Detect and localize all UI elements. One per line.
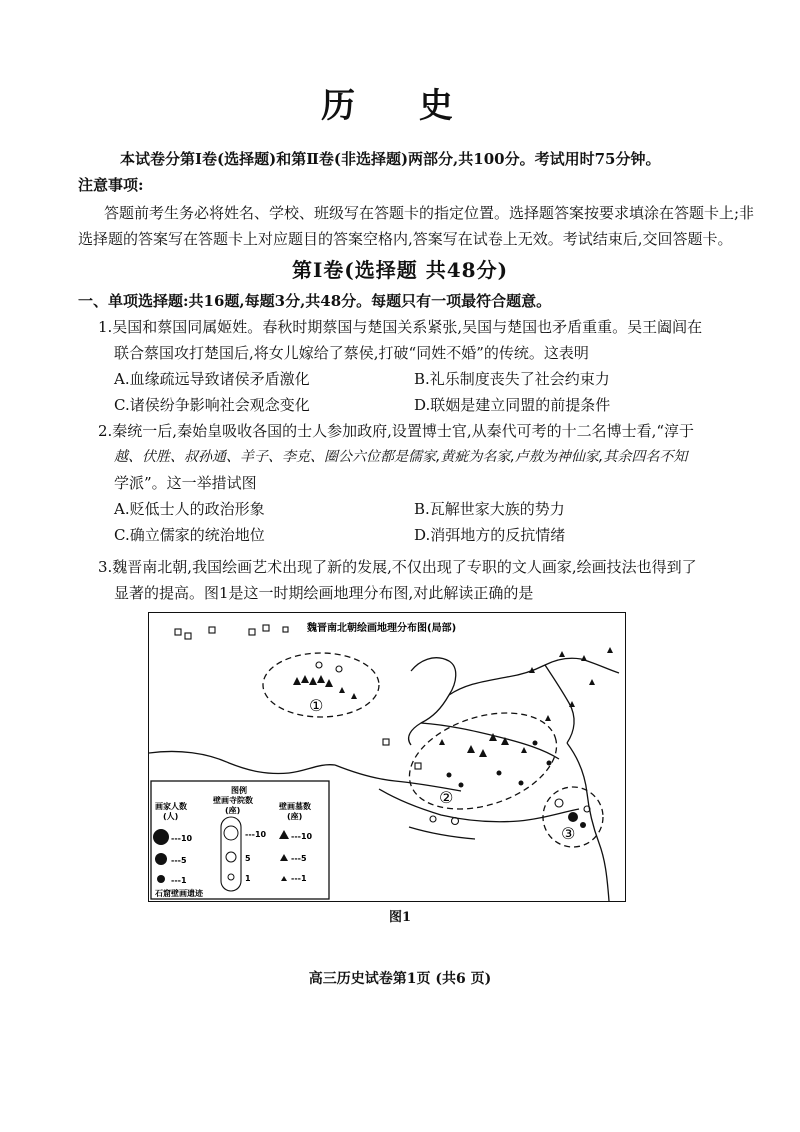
map-legend xyxy=(151,781,329,899)
region-2-label: ② xyxy=(439,788,454,807)
q2-option-b: B.瓦解世家大族的势力 xyxy=(414,500,565,518)
q3-stem-line-1: 3.魏晋南北朝,我国绘画艺术出现了新的发展,不仅出现了专职的文人画家,绘画技法也得到了 xyxy=(98,558,697,576)
region-2-outline xyxy=(397,696,569,827)
legend-painters: 画家人数 xyxy=(155,802,187,811)
region-1-label: ① xyxy=(309,696,324,715)
q2-option-a: A.贬低士人的政治形象 xyxy=(114,500,265,518)
q2-option-d: D.消弭地方的反抗情绪 xyxy=(414,526,566,544)
legend-temple-1: 1 xyxy=(245,874,251,883)
legend-painter-1: ---1 xyxy=(171,876,187,885)
intro-text: 本试卷分第Ⅰ卷(选择题)和第Ⅱ卷(非选择题)两部分,共100分。考试用时75分钟。 xyxy=(120,150,661,168)
legend-painter-10: ---10 xyxy=(171,834,193,843)
legend-footer: 石窟壁画遗迹 xyxy=(155,889,203,898)
q1-option-d: D.联姻是建立同盟的前提条件 xyxy=(414,396,611,414)
page-title: 历 史 xyxy=(321,86,479,126)
q1-stem-line-1: 1.吴国和蔡国同属姬姓。春秋时期蔡国与楚国关系紧张,吴国与楚国也矛盾重重。吴王阖闾在 xyxy=(98,318,703,336)
part-heading: 一、单项选择题:共16题,每题3分,共48分。每题只有一项最符合题意。 xyxy=(78,292,552,310)
legend-tombs: 壁画墓数 xyxy=(279,802,311,811)
legend-temple-5: 5 xyxy=(245,854,251,863)
legend-temples-unit: (座) xyxy=(225,806,241,815)
legend-tomb-10: ---10 xyxy=(291,832,313,841)
notice-line-2: 选择题的答案写在答题卡上对应题目的答案空格内,答案写在试卷上无效。考试结束后,交回答题卡。 xyxy=(78,230,733,248)
map-title: 魏晋南北朝绘画地理分布图(局部) xyxy=(307,623,457,634)
q1-option-a: A.血缘疏远导致诸侯矛盾激化 xyxy=(114,370,310,388)
painting-distribution-map xyxy=(148,612,626,902)
page-footer: 高三历史试卷第1页 (共6 页) xyxy=(308,971,492,987)
painter-markers xyxy=(447,741,587,829)
q1-option-b: B.礼乐制度丧失了社会约束力 xyxy=(414,370,610,388)
legend-tombs-unit: (座) xyxy=(287,812,303,821)
notice-line-1: 答题前考生务必将姓名、学校、班级写在答题卡的指定位置。选择题答案按要求填涂在答题卡上;非 xyxy=(104,204,755,222)
q2-stem-line-3: 学派”。这一举措试图 xyxy=(114,474,257,492)
legend-title: 图例 xyxy=(231,786,247,795)
q1-option-c: C.诸侯纷争影响社会观念变化 xyxy=(114,396,310,414)
legend-temple-10: ---10 xyxy=(245,830,267,839)
q2-stem-line-2: 越、伏胜、叔孙通、羊子、李克、圈公六位都是儒家,黄疵为名家,卢敖为神仙家,其余四名不知 xyxy=(114,449,688,465)
q1-stem-line-2: 联合蔡国攻打楚国后,将女儿嫁给了蔡侯,打破“同姓不婚”的传统。这表明 xyxy=(114,344,589,362)
q2-stem-line-1: 2.秦统一后,秦始皇吸收各国的士人参加政府,设置博士官,从秦代可考的十二名博士看,“淳于 xyxy=(98,422,695,440)
q3-stem-line-2: 显著的提高。图1是这一时期绘画地理分布图,对此解读正确的是 xyxy=(114,584,534,602)
section-title: 第Ⅰ卷(选择题 共48分) xyxy=(291,258,509,282)
map-svg xyxy=(149,613,625,901)
tomb-markers xyxy=(293,647,613,757)
legend-painters-unit: (人) xyxy=(163,812,179,821)
region-3-label: ③ xyxy=(561,824,576,843)
notice-label: 注意事项: xyxy=(78,176,144,194)
legend-tomb-1: ---1 xyxy=(291,874,307,883)
q2-option-c: C.确立儒家的统治地位 xyxy=(114,526,265,544)
legend-tomb-5: ---5 xyxy=(291,854,307,863)
figure-caption: 图1 xyxy=(388,910,412,925)
legend-temples: 壁画寺院数 xyxy=(213,796,253,805)
legend-painter-5: ---5 xyxy=(171,856,187,865)
